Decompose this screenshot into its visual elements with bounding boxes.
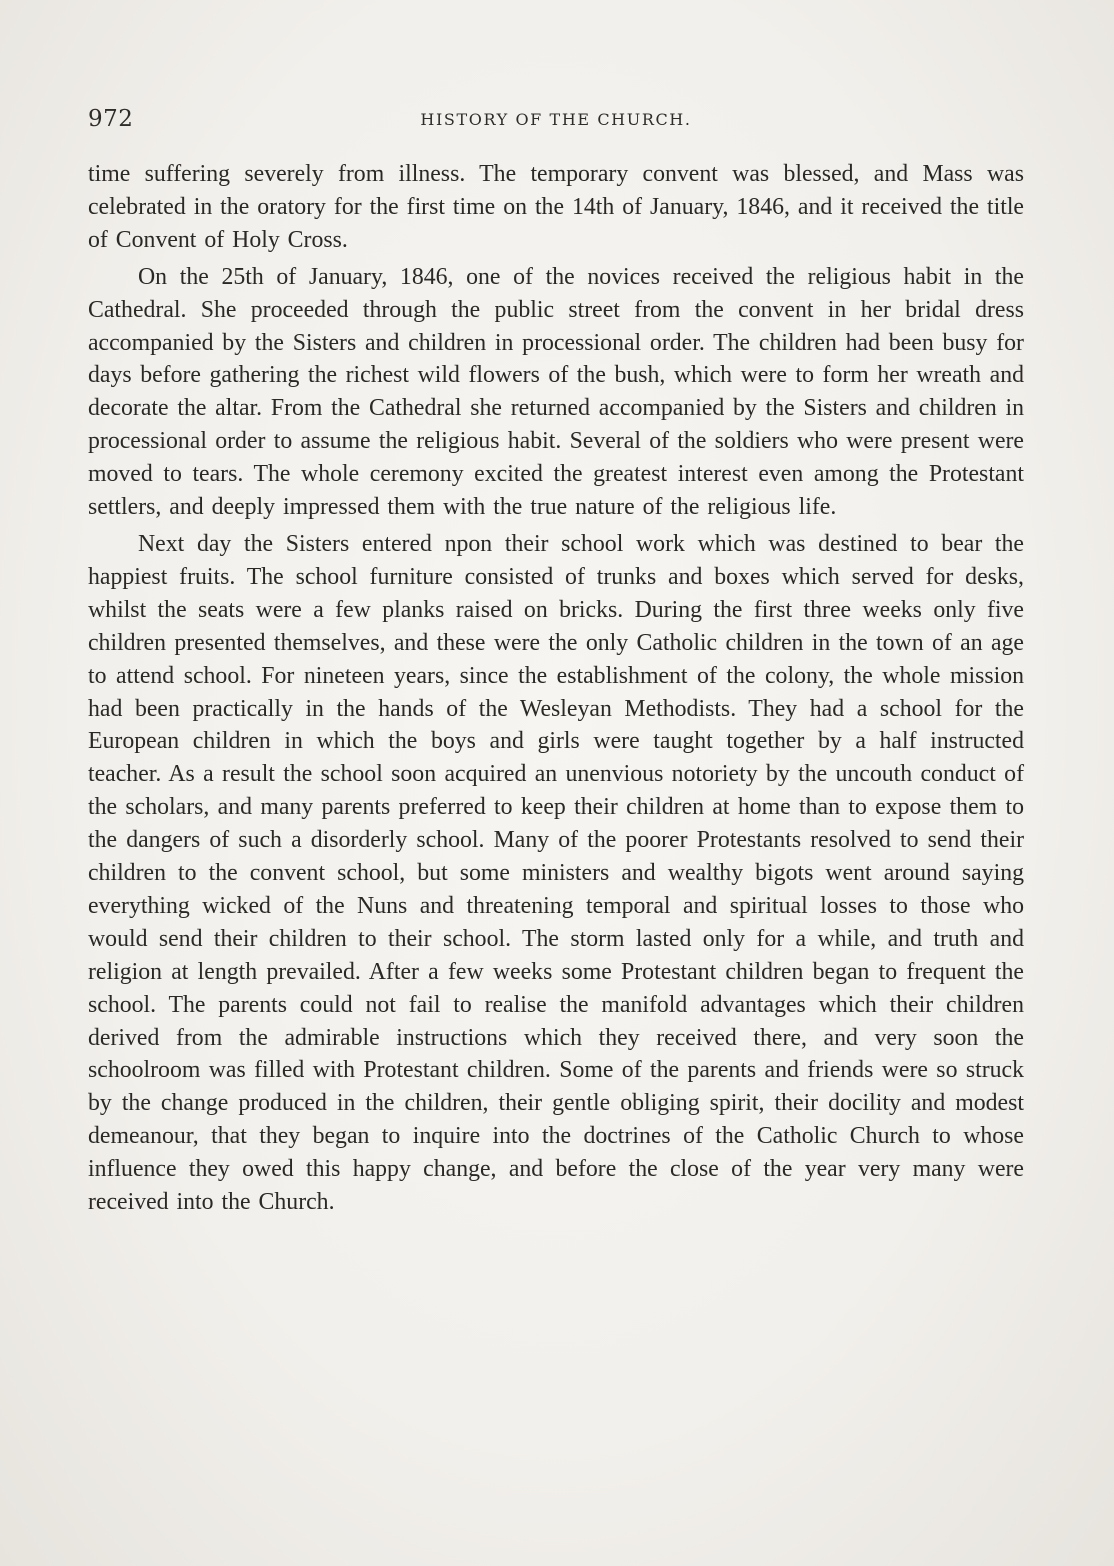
page-header [88,106,1024,138]
paragraph-investiture: On the 25th of January, 1846, one of the novices received the religious habit in the Cathedral. She proceeded through the public street from the convent in her bridal dress accompanied by the Sisters and children in processional order. The children had been busy for days before gathering the richest wild flowers of the bush, which were to form her wreath and decorate the altar. From the Cathedral she returned accompanied by the Sisters and children in processional order to assume the religious habit. Several of the soldiers who were present were moved to tears. The whole ceremony excited the greatest interest even among the Protestant settlers, and deeply impressed them with the true nature of the religious life. [88,263,1024,521]
paragraph-continuation: time suffering severely from illness. The temporary convent was blessed, and Mass was celebrated in the oratory for the first time on the 14th of January, 1846, and it received the title of Convent of Holy Cross. [88,161,1024,253]
body-text [88,158,1024,1219]
running-title: HISTORY OF THE CHURCH. [420,110,692,129]
page-number: 972 [88,106,134,132]
paragraph-school: Next day the Sisters entered npon their school work which was destined to bear the happiest fruits. The school furniture consisted of trunks and boxes which served for desks, whilst the seats were a few planks raised on bricks. During the first three weeks only five children presented themselves, and these were the only Catholic children in the town of an age to attend school. For nineteen years, since the establishment of the colony, the whole mission had been practically in the hands of the Wesleyan Methodists. They had a school for the European children in which the boys and girls were taught together by a half instructed teacher. As a result the school soon acquired an unenvious notoriety by the uncouth conduct of the scholars, and many parents preferred to keep their children at home than to expose them to the dangers of such a disorderly school. Many of the poorer Protestants resolved to send their children to the convent school, but some ministers and wealthy bigots went around saying everything wicked of the Nuns and threatening temporal and spiritual losses to those who would send their children to their school. The storm lasted only for a while, and truth and religion at length prevailed. After a few weeks some Protestant children began to frequent the school. The parents could not fail to realise the manifold advantages which their children derived from the admirable instructions which they received there, and very soon the schoolroom was filled with Protestant children. Some of the parents and friends were so struck by the change produced in the children, their gentle obliging spirit, their docility and modest demeanour, that they began to inquire into the doctrines of the Catholic Church to whose influence they owed this happy change, and before the close of the year very many were received into the Church. [88,530,1024,1216]
